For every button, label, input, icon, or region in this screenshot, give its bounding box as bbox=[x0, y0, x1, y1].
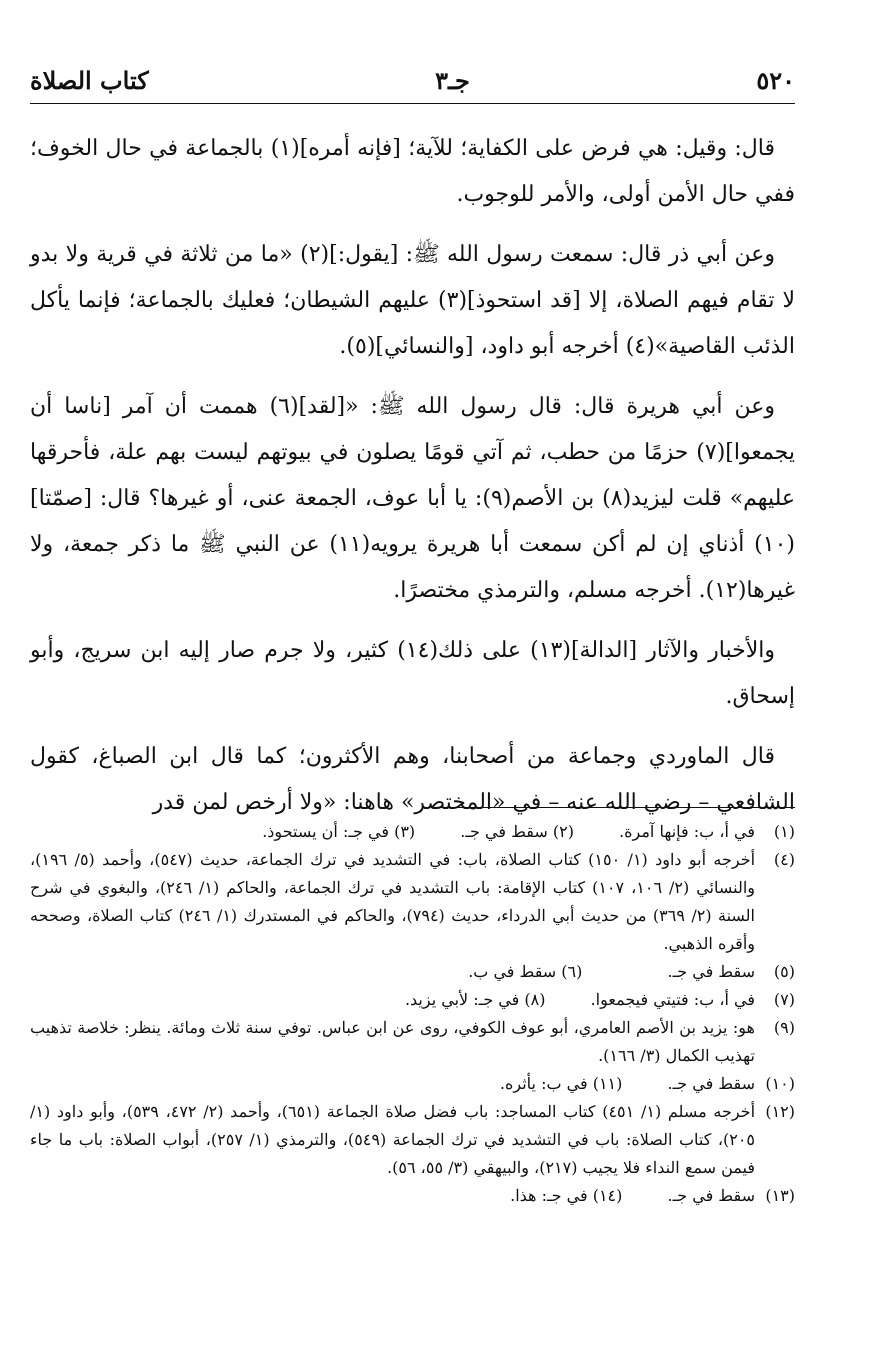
footnote-line bbox=[30, 1070, 795, 1098]
footnote-number: (١٣) bbox=[765, 1186, 795, 1205]
book-title: كتاب الصلاة bbox=[30, 65, 149, 95]
footnote-number: (٧) bbox=[773, 990, 795, 1009]
footnote-number: (٩) bbox=[773, 1018, 795, 1037]
footnote-number: (٢) bbox=[552, 822, 574, 841]
footnote-number: (٣) bbox=[394, 822, 416, 841]
footnote-divider bbox=[435, 807, 795, 808]
footnote-number: (٦) bbox=[561, 962, 583, 981]
footnote-number: (١٤) bbox=[592, 1186, 623, 1205]
footnote-text: في جـ: لأبي يزيد. bbox=[404, 990, 520, 1009]
footnotes bbox=[30, 818, 795, 1210]
footnote-line bbox=[30, 1098, 795, 1182]
volume-label: جـ٣ bbox=[435, 65, 470, 95]
paragraph-1: قال: وقيل: هي فرض على الكفاية؛ للآية؛ [فإنه أمره](١) بالجماعة في حال الخوف؛ ففي حال الأمن أولى، والأمر للوجوب. bbox=[30, 136, 795, 207]
footnote-line bbox=[30, 1182, 795, 1210]
footnote-text: في أ، ب: فتيتي فيجمعوا. bbox=[590, 990, 755, 1009]
footnote-text: سقط في جـ. bbox=[460, 822, 548, 841]
footnote-number: (٥) bbox=[773, 962, 795, 981]
footnote-line bbox=[30, 818, 795, 846]
running-header bbox=[30, 60, 795, 100]
footnote-line bbox=[30, 986, 795, 1014]
footnote-line bbox=[30, 1014, 795, 1070]
footnote-number: (١) bbox=[773, 822, 795, 841]
footnote-number: (١٢) bbox=[765, 1102, 795, 1121]
paragraph-4: والأخبار والآثار [الدالة](١٣) على ذلك(١٤) كثير، ولا جرم صار إليه ابن سريج، وأبو إسحاق. bbox=[30, 638, 795, 709]
footnote-text: سقط في جـ. bbox=[667, 962, 755, 981]
paragraph-3: وعن أبي هريرة قال: قال رسول الله ﷺ: «[لقد](٦) هممت أن آمر [ناسا أن يجمعوا](٧) حزمًا من حطب، ثم آتي قومًا يصلون في بيوتهم ليست بهم علة، فأحرقها عليهم» قلت ليزيد(٨) بن الأصم(٩): يا أبا عوف، الجمعة عنى، أو غيرها؟ قال: [صمّتا](١٠) أذناي إن لم أكن سمعت أبا هريرة يرويه(١١) عن النبي ﷺ ما ذكر جمعة، ولا غيرها(١٢). أخرجه مسلم، والترمذي مختصرًا. bbox=[30, 394, 795, 603]
footnote-number: (٤) bbox=[773, 850, 795, 869]
footnote-text: في ب: يأثره. bbox=[499, 1074, 588, 1093]
main-text bbox=[30, 126, 795, 840]
page-number: ٥٢٠ bbox=[756, 65, 795, 95]
footnote-text: هو: يزيد بن الأصم العامري، أبو عوف الكوفي، روى عن ابن عباس. توفي سنة ثلاث ومائة. ينظر: خلاصة تذهيب تهذيب الكمال (٣/ ١٦٦). bbox=[30, 1018, 755, 1065]
footnote-text: في أ، ب: فإنها آمرة. bbox=[619, 822, 755, 841]
footnote-number: (١٠) bbox=[765, 1074, 795, 1093]
footnote-line bbox=[30, 958, 795, 986]
footnote-number: (١١) bbox=[592, 1074, 623, 1093]
paragraph-5: قال الماوردي وجماعة من أصحابنا، وهم الأكثرون؛ كما قال ابن الصباغ، كقول الشافعي – رضي الله عنه – في «المختصر» هاهنا: «ولا أرخص لمن قدر bbox=[30, 744, 795, 815]
footnote-text: أخرجه مسلم (١/ ٤٥١) كتاب المساجد: باب فضل صلاة الجماعة (٦٥١)، وأحمد (٢/ ٤٧٢، ٥٣٩)، وأبو داود (١/ ٢٠٥)، كتاب الصلاة: باب في التشديد في ترك الجماعة (٥٤٩)، والترمذي (١/ ٢٥٧)، أبواب الصلاة: باب ما جاء فيمن سمع النداء فلا يجيب (٢١٧)، والبيهقي (٣/ ٥٥، ٥٦). bbox=[30, 1102, 756, 1177]
footnote-line bbox=[30, 846, 795, 958]
footnote-text: أخرجه أبو داود (١/ ١٥٠) كتاب الصلاة، باب: في التشديد في ترك الجماعة، حديث (٥٤٧)، وأحمد (٥/ ١٩٦)، والنسائي (٢/ ١٠٦، ١٠٧) كتاب الإقامة: باب التشديد في ترك الجماعة، والحاكم (١/ ٢٤٦)، والبغوي في شرح السنة (٢/ ٣٦٩) من حديث أبي الدرداء، حديث (٧٩٤)، والحاكم في المستدرك (١/ ٢٤٦) كتاب الصلاة، وصححه وأقره الذهبي. bbox=[30, 850, 756, 953]
footnote-text: في جـ: هذا. bbox=[510, 1186, 588, 1205]
footnote-text: سقط في جـ. bbox=[667, 1186, 755, 1205]
footnote-text: سقط في ب. bbox=[468, 962, 557, 981]
paragraph-2: وعن أبي ذر قال: سمعت رسول الله ﷺ: [يقول:](٢) «ما من ثلاثة في قرية ولا بدو لا تقام فيهم الصلاة، إلا [قد استحوذ](٣) عليهم الشيطان؛ فعليك بالجماعة؛ فإنما يأكل الذئب القاصية»(٤) أخرجه أبو داود، [والنسائي](٥). bbox=[30, 242, 795, 359]
footnote-text: سقط في جـ. bbox=[667, 1074, 755, 1093]
header-divider bbox=[30, 103, 795, 104]
footnote-number: (٨) bbox=[524, 990, 546, 1009]
footnote-text: في جـ: أن يستحوذ. bbox=[262, 822, 389, 841]
